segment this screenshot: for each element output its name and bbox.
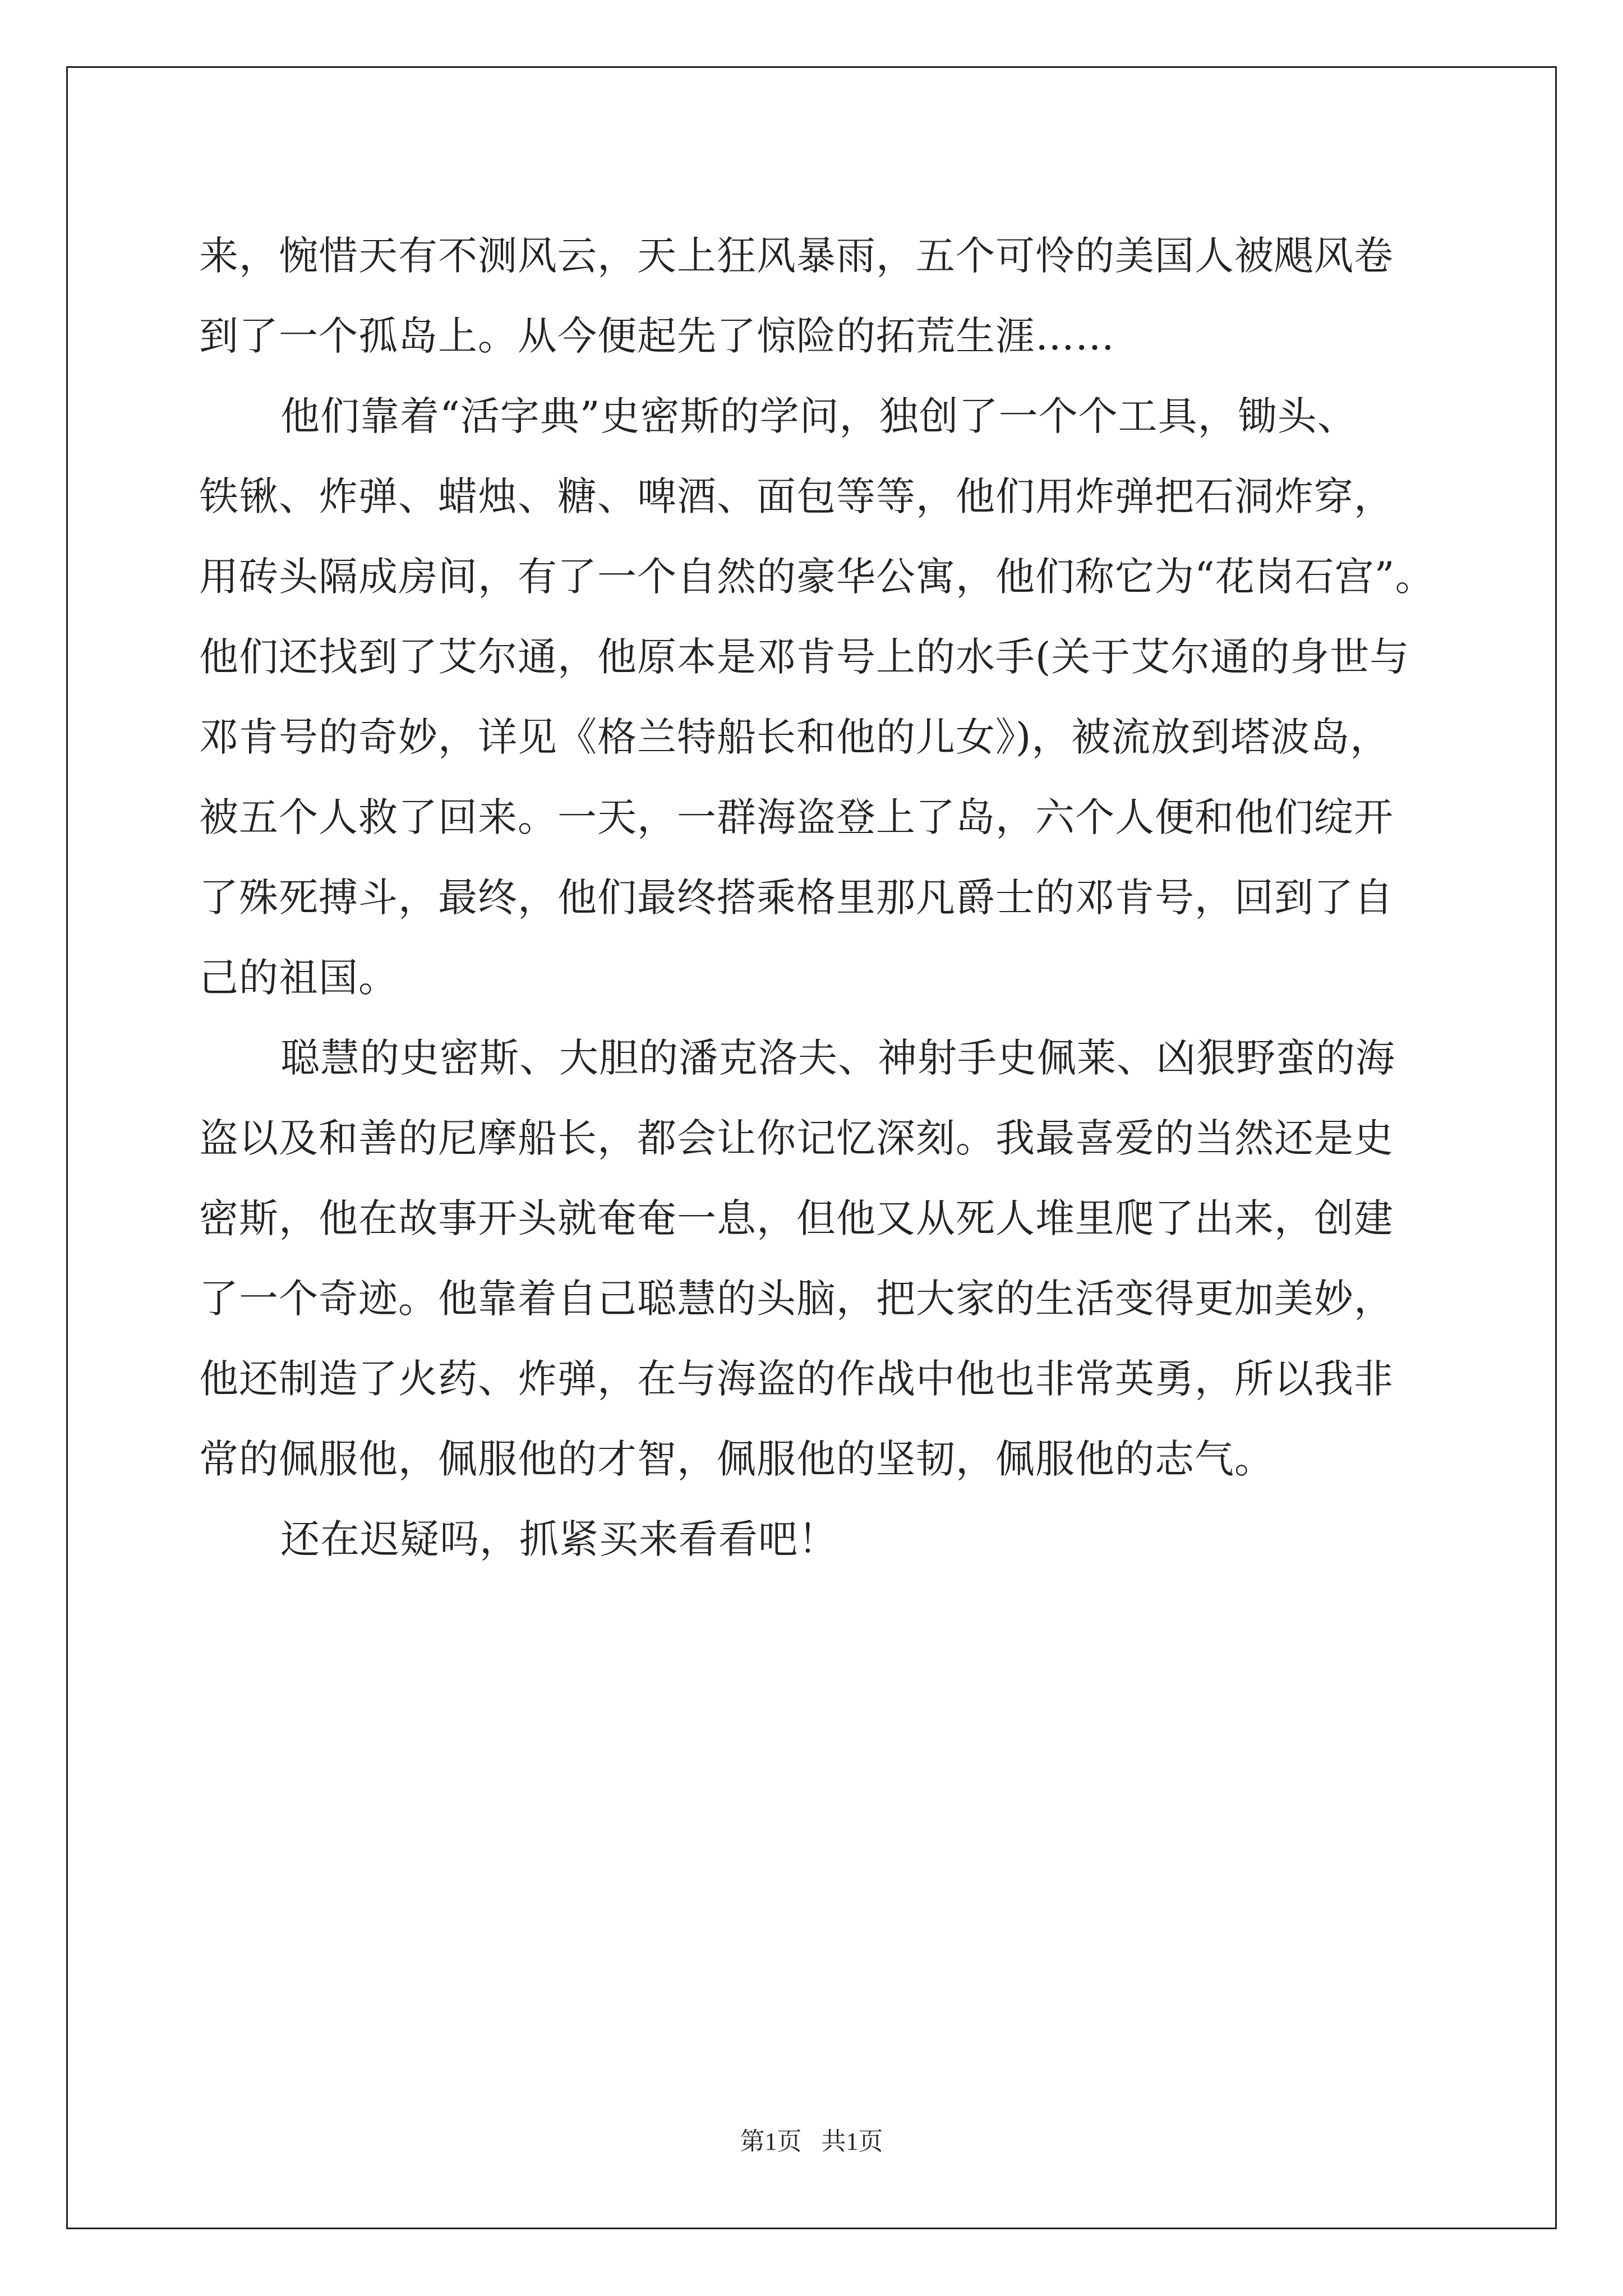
text-line: 被五个人救了回来。一天，一群海盗登上了岛，六个人便和他们绽开 [199,794,1394,840]
text-line: 用砖头隔成房间，有了一个自然的豪华公寓，他们称它为“花岗石宫”。 [199,554,1435,600]
text-line: 他还制造了火药、炸弹，在与海盗的作战中他也非常英勇，所以我非 [199,1356,1394,1402]
text-line: 盗以及和善的尼摩船长，都会让你记忆深刻。我最喜爱的当然还是史 [199,1115,1394,1161]
text-line: 到了一个孤岛上。从今便起先了惊险的拓荒生涯…… [199,313,1115,359]
text-line: 密斯，他在故事开头就奄奄一息，但他又从死人堆里爬了出来，创建 [199,1195,1394,1241]
text-line: 他们还找到了艾尔通，他原本是邓肯号上的水手(关于艾尔通的身世与 [199,634,1410,680]
text-line: 己的祖国。 [199,955,398,1001]
text-line: 邓肯号的奇妙，详见《格兰特船长和他的儿女》)，被流放到塔波岛， [199,714,1390,760]
document-body [199,216,1472,1580]
page-number-current: 第1页 [740,2128,802,2155]
text-line: 了一个奇迹。他靠着自己聪慧的头脑，把大家的生活变得更加美妙， [199,1276,1394,1322]
text-line: 他们靠着“活字典”史密斯的学问，独创了一个个工具，锄头、 [280,393,1357,439]
text-line: 聪慧的史密斯、大胆的潘克洛夫、神射手史佩莱、凶狠野蛮的海 [280,1035,1395,1081]
text-line: 常的佩服他，佩服他的才智，佩服他的坚韧，佩服他的志气。 [199,1436,1274,1482]
page-footer [0,2121,1623,2157]
text-line: 铁锹、炸弹、蜡烛、糖、啤酒、面包等等，他们用炸弹把石洞炸穿， [199,473,1394,519]
text-line: 还在迟疑吗，抓紧买来看看吧！ [280,1516,838,1562]
text-line: 来，惋惜天有不测风云，天上狂风暴雨，五个可怜的美国人被飓风卷 [199,233,1394,279]
page-number-total: 共1页 [821,2128,883,2155]
text-line: 了殊死搏斗，最终，他们最终搭乘格里那凡爵士的邓肯号，回到了自 [199,875,1394,921]
